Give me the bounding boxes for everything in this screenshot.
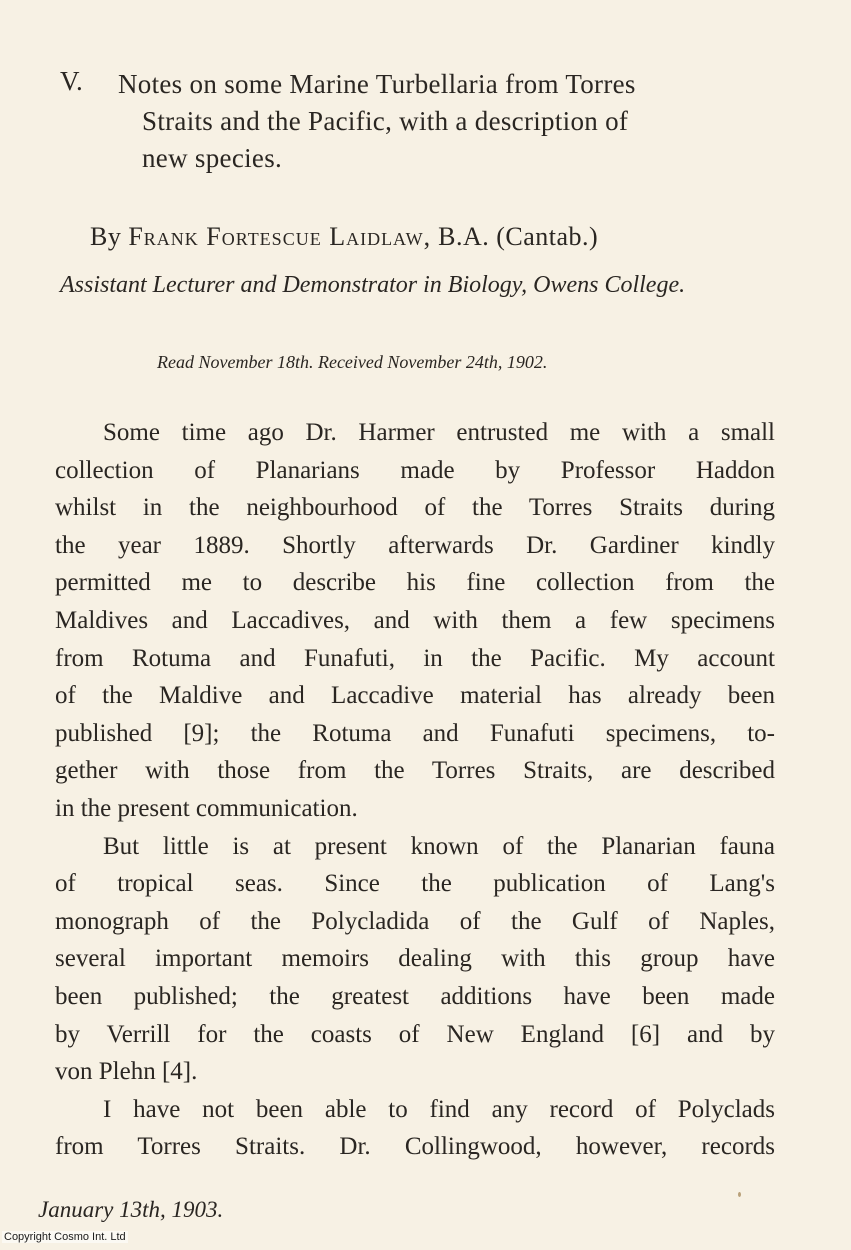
paragraph	[55, 828, 775, 1091]
body-text	[55, 414, 775, 1166]
text-line: several important memoirs dealing with this group have	[55, 945, 775, 973]
section-number: V.	[60, 66, 83, 96]
title-line: Notes on some Marine Turbellaria from Torres	[118, 69, 636, 99]
byline-prefix: By	[90, 222, 122, 251]
author-degree: B.A. (Cantab.)	[438, 222, 599, 251]
text-line: by Verrill for the coasts of New England [6] and by	[55, 1020, 775, 1048]
text-line: from Rotuma and Funafuti, in the Pacific. My account	[55, 644, 775, 672]
text-line: von Plehn [4].	[55, 1058, 198, 1086]
text-line: been published; the greatest additions have been made	[55, 982, 775, 1010]
paper-speck	[738, 1192, 741, 1197]
text-line: in the present communication.	[55, 794, 358, 822]
text-line: of tropical seas. Since the publication of Lang's	[55, 870, 775, 898]
title-line: new species.	[142, 143, 283, 173]
text-line: collection of Planarians made by Professor Haddon	[55, 456, 775, 484]
text-line: gether with those from the Torres Straits, are described	[55, 757, 775, 785]
text-line: published [9]; the Rotuma and Funafuti specimens, to-	[55, 719, 775, 747]
text-line: the year 1889. Shortly afterwards Dr. Gardiner kindly	[55, 531, 775, 559]
title-line: Straits and the Pacific, with a description of	[142, 106, 629, 136]
paragraph	[55, 414, 775, 828]
author-affiliation: Assistant Lecturer and Demonstrator in Biology, Owens College.	[60, 272, 686, 298]
text-line: Some time ago Dr. Harmer entrusted me with a small	[103, 419, 775, 446]
text-line: I have not been able to find any record of Polyclads	[103, 1095, 775, 1123]
footer-date: January 13th, 1903.	[38, 1197, 224, 1222]
text-line: Maldives and Laccadives, and with them a few specimens	[55, 606, 775, 634]
text-line: of the Maldive and Laccadive material has already been	[55, 682, 775, 710]
read-received-dates: Read November 18th. Received November 24th, 1902.	[157, 352, 548, 372]
text-line: permitted me to describe his fine collection from the	[55, 569, 775, 597]
copyright-watermark: Copyright Cosmo Int. Ltd	[4, 1231, 126, 1243]
byline	[90, 222, 598, 252]
text-line: whilst in the neighbourhood of the Torres Straits during	[55, 494, 775, 522]
text-line: from Torres Straits. Dr. Collingwood, however, records	[55, 1133, 775, 1161]
article-title	[118, 66, 808, 177]
author-name: Frank Fortescue Laidlaw,	[128, 222, 432, 251]
text-line: But little is at present known of the Planarian fauna	[103, 832, 775, 860]
text-line: monograph of the Polycladida of the Gulf of Naples,	[55, 907, 775, 935]
paragraph	[55, 1091, 775, 1166]
